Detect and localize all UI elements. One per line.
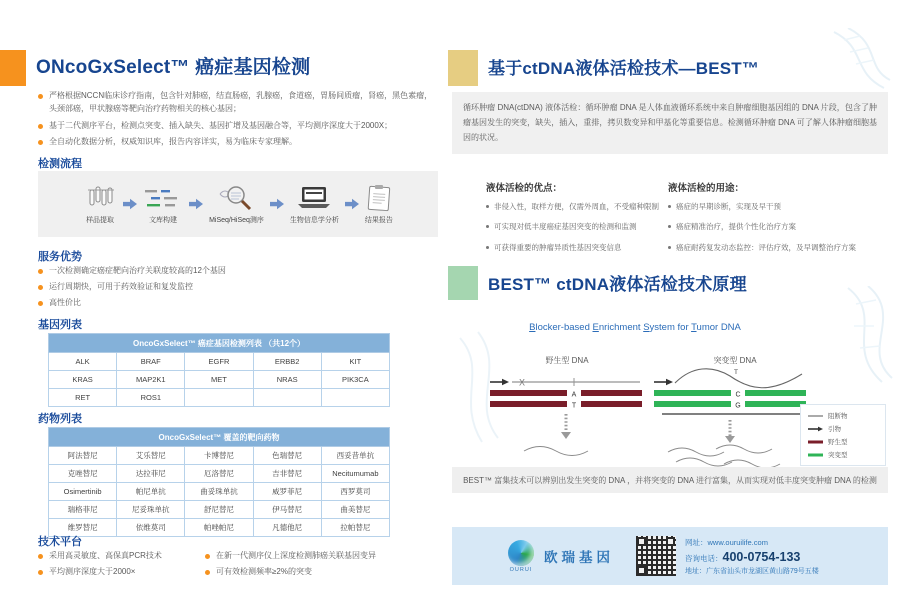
gene-cell: MET xyxy=(185,371,253,389)
svg-text:C: C xyxy=(735,391,741,399)
mutant-line-icon xyxy=(808,452,823,458)
qr-code xyxy=(636,536,676,576)
green-accent-bar xyxy=(448,266,478,300)
gene-cell: BRAF xyxy=(117,353,185,371)
company-name: 欧瑞基因 xyxy=(544,550,614,565)
contact-address xyxy=(685,566,819,576)
svg-text:T: T xyxy=(734,369,738,376)
intro-bullet-list xyxy=(38,90,436,149)
bullet-dot-icon xyxy=(38,570,43,575)
dna-watermark xyxy=(838,286,894,406)
drug-cell: 吉非替尼 xyxy=(253,465,321,483)
table-row xyxy=(49,501,390,519)
bullet-item xyxy=(38,136,436,149)
bullet-dot-icon xyxy=(205,570,210,575)
process-step-label: 文库构建 xyxy=(149,216,178,224)
bullet-item xyxy=(38,120,436,133)
bullet-dot-icon xyxy=(38,140,43,145)
diagram-legend xyxy=(800,404,886,466)
svg-text:突变型 DNA: 突变型 DNA xyxy=(713,356,757,365)
subtitle-part: S xyxy=(643,322,650,333)
primer-arrow-icon xyxy=(808,426,823,432)
drug-cell: 阿法替尼 xyxy=(49,447,117,465)
drug-cell: 凡德他尼 xyxy=(253,519,321,537)
gene-cell xyxy=(321,389,389,407)
bullet-dot-icon xyxy=(38,554,43,559)
bullet-item xyxy=(38,281,436,294)
bullet-dot-icon xyxy=(38,124,43,129)
page-title: ONcoGxSelect™ 癌症基因检测 xyxy=(36,57,311,78)
address-value: 广东省汕头市龙湖区黄山路79号五楼 xyxy=(706,567,819,575)
bullet-text: 严格根据NCCN临床诊疗指南，包含针对肺癌，结直肠癌，乳腺癌，食道癌，胃肠间质瘤，肾癌，黑色素瘤，头颈部癌，甲状腺癌等靶向治疗药物相关的核心基因； xyxy=(49,91,433,113)
list-item xyxy=(668,242,886,253)
drug-cell: 维罗替尼 xyxy=(49,519,117,537)
legend-item xyxy=(808,424,878,433)
heading-drug-list: 药物列表 xyxy=(38,413,82,425)
subtitle-part: ystem for xyxy=(649,322,692,333)
heading-advantages: 服务优势 xyxy=(38,251,82,263)
drug-cell: 伊马替尼 xyxy=(253,501,321,519)
legend-label: 引物 xyxy=(828,426,841,433)
bullet-dot-icon xyxy=(205,554,210,559)
list-item xyxy=(486,242,668,253)
bullet-dot-icon xyxy=(486,246,489,249)
table-row xyxy=(49,389,390,407)
drug-cell: 拉帕替尼 xyxy=(321,519,389,537)
best-acronym-subtitle xyxy=(470,322,800,333)
biopsy-advantage-list xyxy=(486,201,668,253)
contact-phone xyxy=(685,550,819,564)
bullet-text: 在新一代测序仪上深度检测肺癌关联基因变异 xyxy=(216,551,376,560)
gene-table xyxy=(48,333,390,407)
contact-website xyxy=(685,537,819,548)
company-name-en: OURUI xyxy=(509,566,533,573)
bullet-dot-icon xyxy=(668,225,671,228)
subtitle-part: T xyxy=(691,322,697,333)
drug-table xyxy=(48,427,390,537)
drug-cell: 克唑替尼 xyxy=(49,465,117,483)
bullet-text: 全自动化数据分析，权威知识库，报告内容详实，易为临床专家理解。 xyxy=(49,137,297,147)
subtitle-part: E xyxy=(592,322,599,333)
wild-type-panel xyxy=(486,352,648,462)
gene-cell: KIT xyxy=(321,353,389,371)
bullet-text: 采用高灵敏度、高保真PCR技术 xyxy=(49,551,162,560)
drug-cell: 曲妥珠单抗 xyxy=(185,483,253,501)
process-step-label: 结果报告 xyxy=(364,216,393,224)
drug-cell: 西妥昔单抗 xyxy=(321,447,389,465)
list-item xyxy=(486,201,668,212)
flow-arrow-icon xyxy=(345,198,359,210)
drug-cell: Osimertinib xyxy=(49,483,117,501)
subtitle-part: B xyxy=(529,322,536,333)
drug-cell: 舒尼替尼 xyxy=(185,501,253,519)
bullet-dot-icon xyxy=(668,246,671,249)
table-row xyxy=(49,465,390,483)
best-summary-bar xyxy=(452,467,888,493)
gene-cell xyxy=(185,389,253,407)
drug-cell: 威罗菲尼 xyxy=(253,483,321,501)
drug-cell: 帕唑帕尼 xyxy=(185,519,253,537)
bullet-text: 一次检测确定癌症靶向治疗关联度较高的12个基因 xyxy=(49,266,226,275)
advantage-list xyxy=(38,265,436,309)
bullet-dot-icon xyxy=(38,94,43,99)
list-item xyxy=(668,201,886,212)
blocker-line-icon xyxy=(808,413,823,419)
list-text: 癌症耐药复发动态监控：评估疗效，及早调整治疗方案 xyxy=(676,242,856,252)
flow-arrow-icon xyxy=(123,198,137,210)
drug-cell: 帕尼单抗 xyxy=(117,483,185,501)
table-row xyxy=(49,519,390,537)
drug-table-title: OncoGxSelect™ 覆盖的靶向药物 xyxy=(49,428,390,447)
flow-arrow-icon xyxy=(189,198,203,210)
table-row xyxy=(49,371,390,389)
bullet-dot-icon xyxy=(38,285,43,290)
bullet-dot-icon xyxy=(486,225,489,228)
process-flow xyxy=(38,171,438,237)
website-label: 网址： xyxy=(685,537,708,547)
laptop-icon xyxy=(295,184,333,212)
company-logo xyxy=(508,540,534,573)
heading-biopsy-advantages: 液体活检的优点： xyxy=(486,183,563,194)
company-logo-icon xyxy=(508,540,534,566)
bullet-text: 基于二代测序平台，检测点突变、插入缺失、基因扩增及基因融合等，平均测序深度大于2000X； xyxy=(49,120,393,130)
bullet-text: 平均测序深度大于2000× xyxy=(49,566,136,576)
process-step xyxy=(209,184,264,225)
gene-cell: NRAS xyxy=(253,371,321,389)
gold-accent-bar xyxy=(448,50,478,86)
subtitle-part: nrichment xyxy=(598,322,644,333)
phone-label: 咨询电话： xyxy=(685,553,723,563)
gene-cell: EGFR xyxy=(185,353,253,371)
gene-cell: ERBB2 xyxy=(253,353,321,371)
bullet-item xyxy=(38,90,436,116)
svg-text:野生型 DNA: 野生型 DNA xyxy=(545,356,589,365)
flow-arrow-icon xyxy=(270,198,284,210)
svg-text:T: T xyxy=(571,402,577,410)
process-step xyxy=(290,184,339,225)
bullet-item xyxy=(38,566,198,579)
bullet-item xyxy=(205,550,435,563)
gene-cell xyxy=(253,389,321,407)
test-tubes-icon xyxy=(83,184,117,212)
mutant-panel xyxy=(650,352,820,474)
subtitle-part: locker-based xyxy=(535,322,593,333)
svg-text:A: A xyxy=(571,391,577,399)
platform-col2 xyxy=(205,550,435,579)
list-text: 可实现对低丰度癌症基因突变的检测和监测 xyxy=(494,222,637,232)
table-row xyxy=(49,353,390,371)
bullet-item xyxy=(38,265,436,278)
svg-text:G: G xyxy=(735,402,741,410)
drug-cell: 卡博替尼 xyxy=(185,447,253,465)
footer-bar xyxy=(452,527,888,585)
drug-cell: 依维莫司 xyxy=(117,519,185,537)
sequencing-magnifier-icon xyxy=(218,184,254,212)
bullet-dot-icon xyxy=(38,269,43,274)
drug-cell: 厄洛替尼 xyxy=(185,465,253,483)
bullet-item xyxy=(38,297,436,310)
gene-cell: ALK xyxy=(49,353,117,371)
legend-item xyxy=(808,411,878,420)
phone-number: 400-0754-133 xyxy=(722,549,801,564)
drug-cell: Necitumumab xyxy=(321,465,389,483)
drug-cell: 尼妥珠单抗 xyxy=(117,501,185,519)
gene-table-title: OncoGxSelect™ 癌症基因检测列表 （共12个） xyxy=(49,334,390,353)
biopsy-use-list xyxy=(668,201,886,253)
address-label: 地址： xyxy=(685,567,706,575)
bullet-text: 运行周期快，可用于药效验证和复发监控 xyxy=(49,281,193,291)
best-summary-text: BEST™ 富集技术可以辨别出发生突变的 DNA ，并将突变的 DNA 进行富集，从而实现对低丰度突变肿瘤 DNA 的检测 xyxy=(463,475,877,485)
subtitle-part: umor DNA xyxy=(696,322,741,333)
list-text: 癌症的早期诊断，实现及早干预 xyxy=(676,202,781,211)
legend-item xyxy=(808,437,878,446)
bullet-text: 可有效检测频率≥2%的突变 xyxy=(216,566,312,576)
report-clipboard-icon xyxy=(366,184,392,212)
bullet-dot-icon xyxy=(486,205,489,208)
legend-label: 突变型 xyxy=(828,452,848,459)
bullet-item xyxy=(38,550,198,563)
ctdna-intro-box: 循环肿瘤 DNA(ctDNA) 液体活检：循环肿瘤 DNA 是人体血液循环系统中来自肿瘤细胞基因组的 DNA 片段，包含了肿瘤基因发生的突变，缺失，插入，重排，拷贝数变异和甲基化等重要信息。检测循环肿瘤 DNA 可了解人体肿瘤细胞基因的状况。 xyxy=(452,92,888,154)
list-text: 可获得重要的肿瘤异质性基因突变信息 xyxy=(494,242,622,252)
bullet-text: 高性价比 xyxy=(49,297,81,307)
gene-cell: RET xyxy=(49,389,117,407)
drug-cell: 曲美替尼 xyxy=(321,501,389,519)
drug-cell: 西罗莫司 xyxy=(321,483,389,501)
list-item xyxy=(668,221,886,232)
process-step xyxy=(365,184,393,225)
table-row xyxy=(49,483,390,501)
gene-cell: PIK3CA xyxy=(321,371,389,389)
list-text: 癌症精准治疗，提供个性化治疗方案 xyxy=(676,222,796,232)
heading-gene-list: 基因列表 xyxy=(38,319,82,331)
gene-cell: KRAS xyxy=(49,371,117,389)
bullet-item xyxy=(205,566,435,579)
svg-text:X: X xyxy=(518,377,526,388)
legend-label: 阻断物 xyxy=(828,413,848,420)
table-row xyxy=(49,447,390,465)
process-step-label: 生物信息学分析 xyxy=(289,216,339,224)
wild-type-line-icon xyxy=(808,439,823,445)
drug-cell: 艾乐替尼 xyxy=(117,447,185,465)
process-step-label: MiSeq/HiSeq测序 xyxy=(209,216,264,224)
library-fragments-icon xyxy=(143,184,183,212)
principle-title: BEST™ ctDNA液体活检技术原理 xyxy=(488,275,747,294)
drug-cell: 瑞格菲尼 xyxy=(49,501,117,519)
list-text: 非侵入性，取样方便，仅需外周血，不受瘤种限制 xyxy=(494,202,659,211)
orange-accent-bar xyxy=(0,50,26,86)
legend-label: 野生型 xyxy=(828,439,848,446)
heading-biopsy-uses: 液体活检的用途： xyxy=(668,183,745,194)
heading-platform: 技术平台 xyxy=(38,536,82,548)
drug-cell: 色瑞替尼 xyxy=(253,447,321,465)
website-value: www.ouruilife.com xyxy=(707,537,768,547)
gene-cell: ROS1 xyxy=(117,389,185,407)
drug-cell: 达拉菲尼 xyxy=(117,465,185,483)
process-step-label: 样品提取 xyxy=(86,216,115,224)
bullet-dot-icon xyxy=(668,205,671,208)
platform-col1 xyxy=(38,550,198,579)
process-step xyxy=(143,184,183,225)
contact-block xyxy=(685,537,819,576)
bullet-dot-icon xyxy=(38,301,43,306)
heading-process: 检测流程 xyxy=(38,158,82,170)
best-title: 基于ctDNA液体活检技术—BEST™ xyxy=(488,59,760,78)
gene-cell: MAP2K1 xyxy=(117,371,185,389)
legend-item xyxy=(808,450,878,459)
process-step xyxy=(83,184,117,225)
list-item xyxy=(486,221,668,232)
